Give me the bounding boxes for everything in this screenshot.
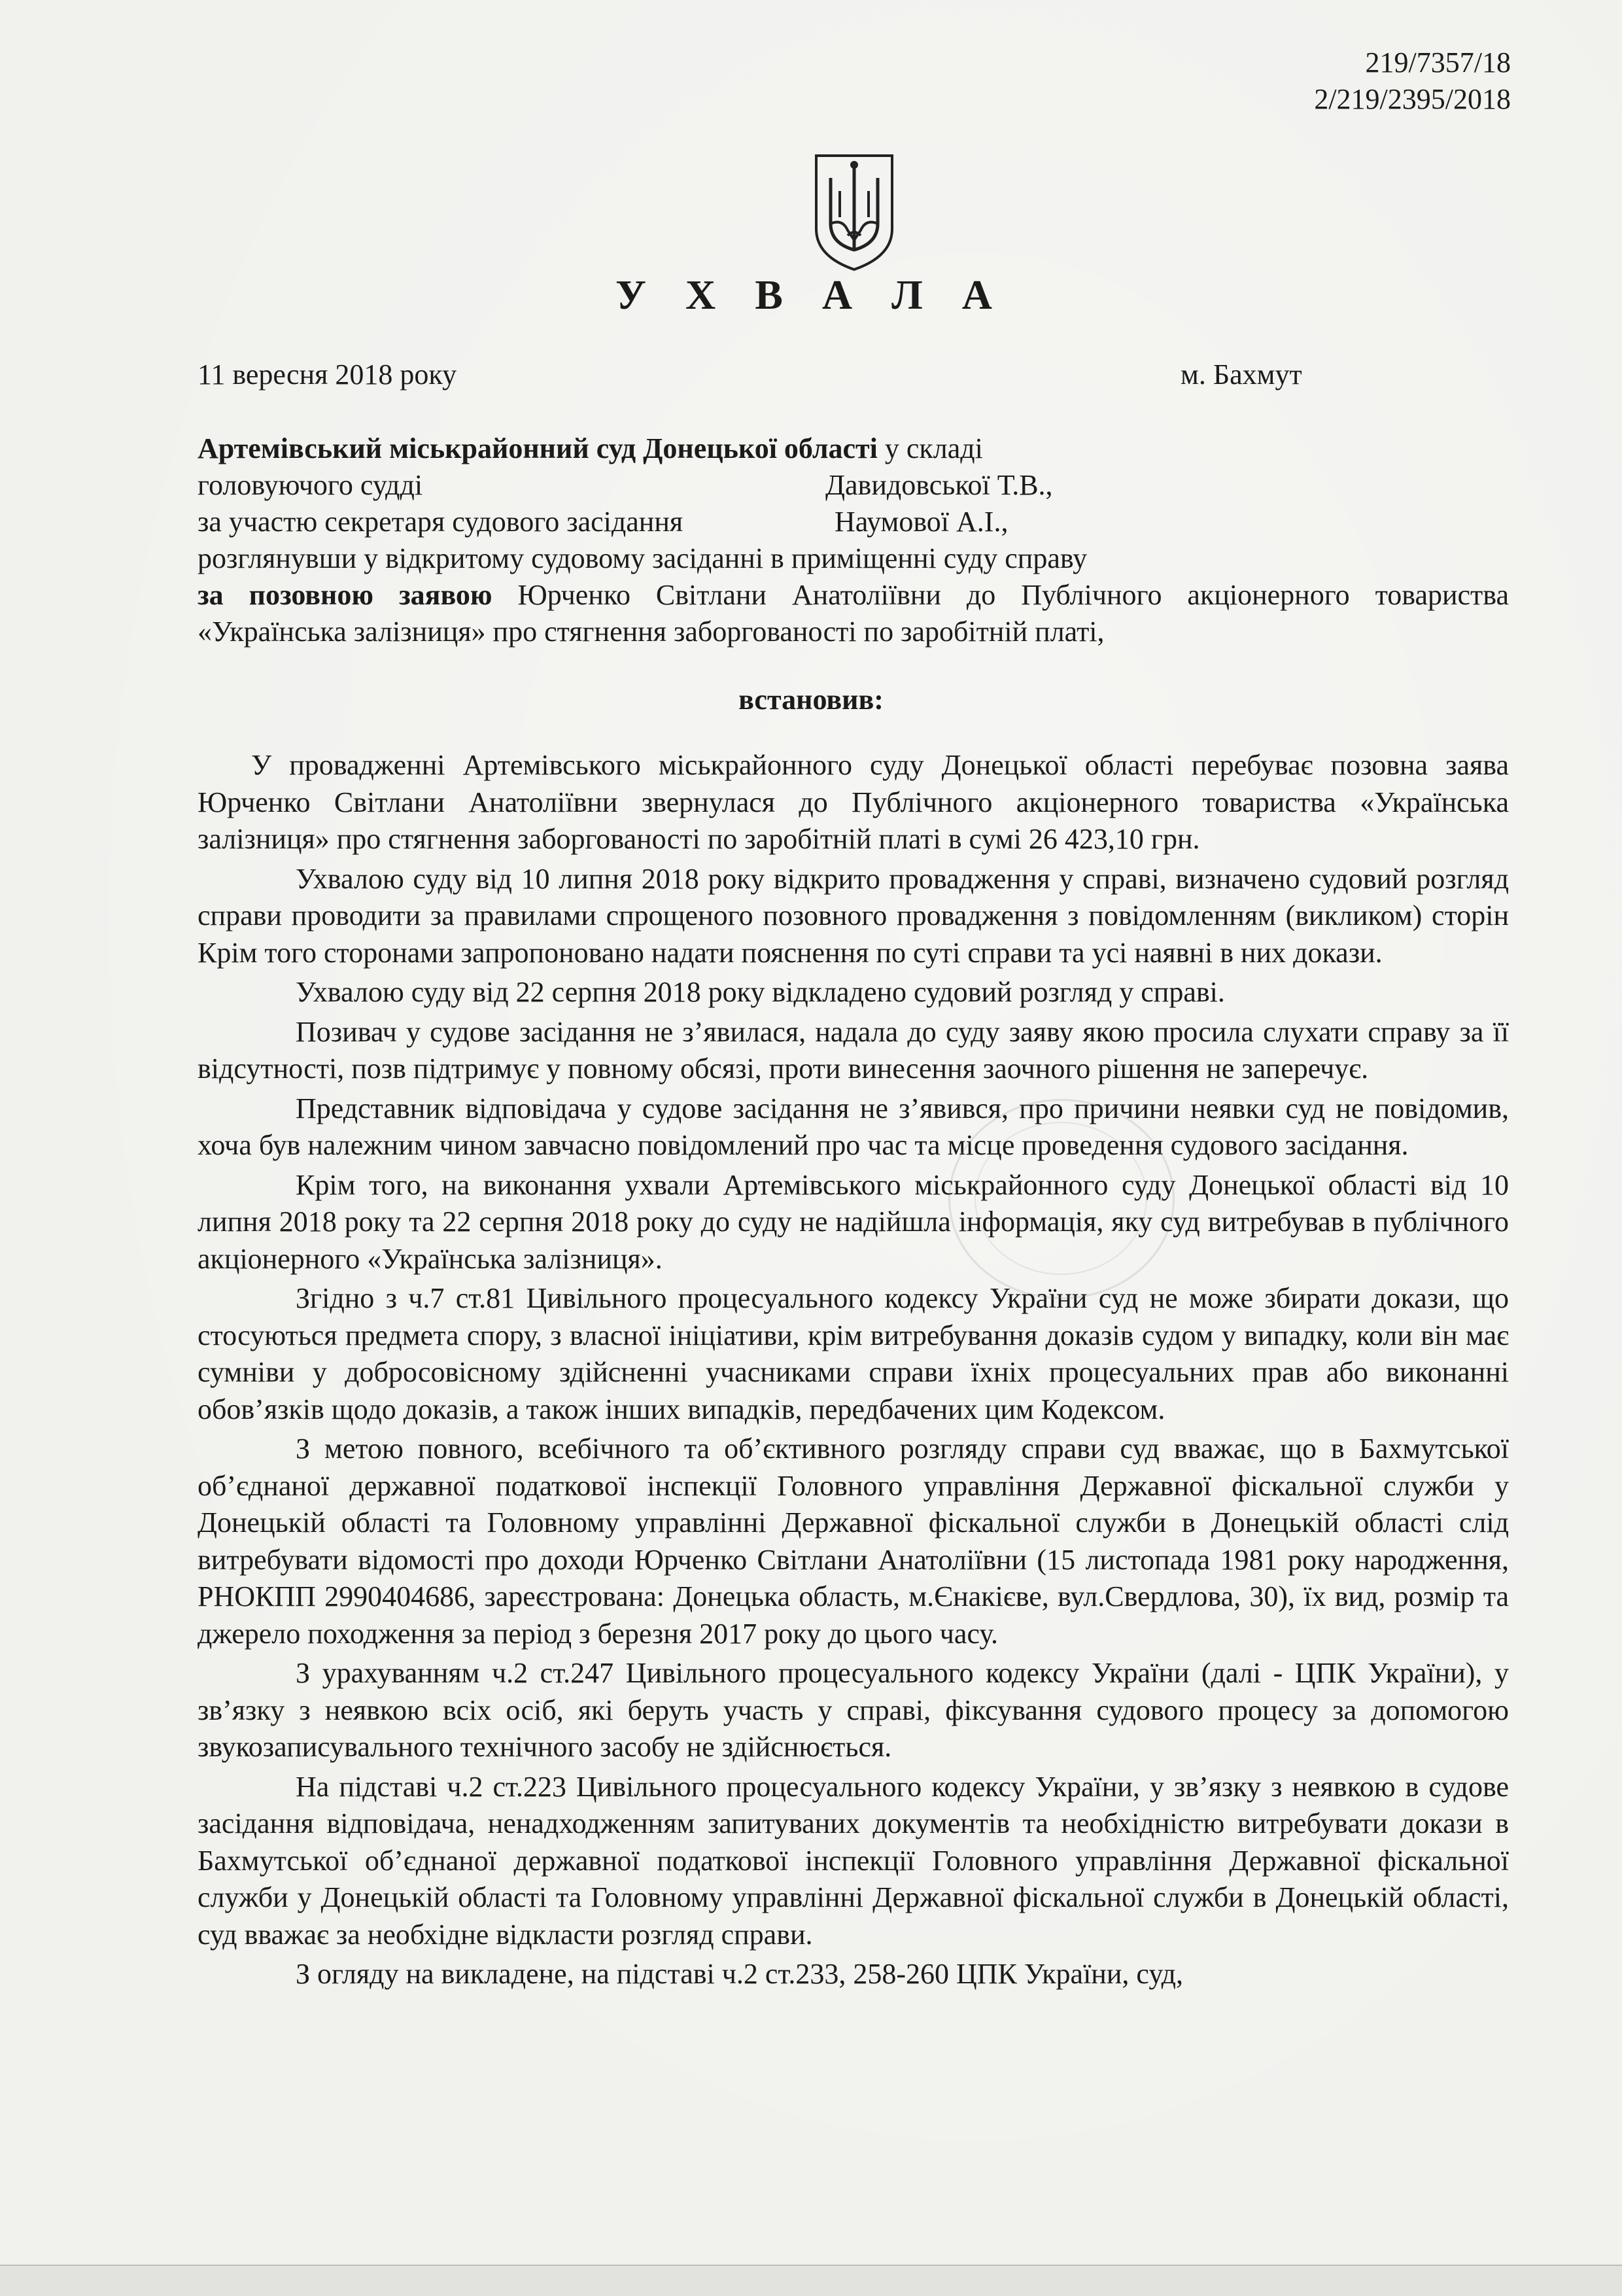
paragraph: Позивач у судове засідання не з’явилася, надала до суду заяву якою просила слухати справу за її відсутності, позв підтримує у повному обсязі, проти винесення заочного рішення не заперечує. xyxy=(198,1015,1509,1085)
intro-line-4: розглянувши у відкритому судовому засіданні в приміщенні суду справу xyxy=(198,542,1088,574)
secretary-name: Наумової А.І., xyxy=(835,506,1009,538)
intro-line-5 xyxy=(198,578,1509,612)
paragraph: Крім того, на виконання ухвали Артемівського міськрайонного суду Донецької області від 10 липня 2018 року та 22 серпня 2018 року до суду не надійшла інформація, яку суд витребував в публічного акціонерного «Українська залізниця». xyxy=(198,1168,1509,1275)
paragraph: З огляду на викладене, на підставі ч.2 ст.233, 258-260 ЦПК України, суд, xyxy=(296,1958,1183,1990)
judge-label: головуючого судді xyxy=(198,469,423,501)
section-heading: встановив: xyxy=(738,684,884,716)
page-bottom-edge xyxy=(0,2265,1622,2296)
paragraph: У провадженні Артемівського міськрайонного суду Донецької області перебуває позовна заява Юрченко Світлани Анатоліївни звернулася до Публічного акціонерного товариства «Українська залізниця» про стягнення заборгованості по заробітній платі в сумі 26 423,10 грн. xyxy=(198,749,1509,855)
court-tail: у складі xyxy=(877,432,983,464)
court-name: Артемівський міськрайонний суд Донецької області xyxy=(198,432,878,464)
document-body xyxy=(198,747,1509,1996)
case-number: 219/7357/18 xyxy=(1365,46,1511,78)
intro-line-1 xyxy=(198,432,983,465)
paragraph: З урахуванням ч.2 ст.247 Цивільного процесуального кодексу України (далі - ЦПК України), у зв’язку з неявкою всіх осіб, які беруть участь у справі, фіксування судового процесу за допомогою звукозаписувального технічного засобу не здійснюється. xyxy=(198,1657,1509,1763)
proceeding-number: 2/219/2395/2018 xyxy=(1314,83,1511,115)
document-date: 11 вересня 2018 року xyxy=(198,358,457,391)
intro-line-6: «Українська залізниця» про стягнення заборгованості по заробітній платі, xyxy=(198,616,1105,648)
paragraph: Згідно з ч.7 ст.81 Цивільного процесуального кодексу України суд не може збирати докази, що стосуються предмета спору, з власної ініціативи, крім витребування доказів судом у випадку, коли він має сумніви у добросовісному здійсненні учасниками справи їхніх процесуальних прав або виконанні обов’язків щодо доказів, а також інших випадків, передбачених цим Кодексом. xyxy=(198,1282,1509,1425)
document-title: У Х В А Л А xyxy=(615,271,1007,318)
paragraph: Ухвалою суду від 22 серпня 2018 року відкладено судовий розгляд у справі. xyxy=(296,976,1225,1008)
secretary-label: за участю секретаря судового засідання xyxy=(198,506,683,538)
paragraph: На підставі ч.2 ст.223 Цивільного процесуального кодексу України, у зв’язку з неявкою в судове засідання відповідача, ненадходженням запитуваних документів та необхідністю витребувати докази в Бахмутської об’єднаної державної податкової інспекції Головного управління Державної фіскальної служби у Донецькій області та Головному управлінні Державної фіскальної служби в Донецькій області, суд вважає за необхідне відкласти розгляд справи. xyxy=(198,1770,1509,1951)
coat-of-arms-icon xyxy=(811,152,897,273)
paragraph: Представник відповідача у судове засідання не з’явився, про причини неявки суд не повідомив, хоча був належним чином завчасно повідомлений про час та місце проведення судового засідання. xyxy=(198,1092,1509,1161)
faded-stamp-inner xyxy=(975,1122,1147,1275)
judge-name: Давидовської Т.В., xyxy=(825,469,1053,501)
claim-text: Юрченко Світлани Анатоліївни до Публічного акціонерного товариства xyxy=(492,579,1510,611)
claim-label: за позовною заявою xyxy=(198,579,492,611)
document-city: м. Бахмут xyxy=(1181,358,1302,391)
paragraph: Ухвалою суду від 10 липня 2018 року відкрито провадження у справі, визначено судовий розгляд справи проводити за правилами спрощеного позовного провадження з повідомленням (викликом) сторін Крім того сторонами запропоновано надати пояснення по суті справи та усі наявні в них докази. xyxy=(198,862,1509,969)
paragraph: З метою повного, всебічного та об’єктивного розгляду справи суд вважає, що в Бахмутської об’єднаної державної податкової інспекції Головного управління Державної фіскальної служби у Донецькій області та Головному управлінні Державної фіскальної служби в Донецькій області слід витребувати відомості про доходи Юрченко Світлани Анатоліївни (15 листопада 1981 року народження, РНОКПП 2990404686, зареєстрована: Донецька область, м.Єнакієве, вул.Свердлова, 30), їх вид, розмір та джерело походження за період з березня 2017 року до цього часу. xyxy=(198,1433,1509,1650)
